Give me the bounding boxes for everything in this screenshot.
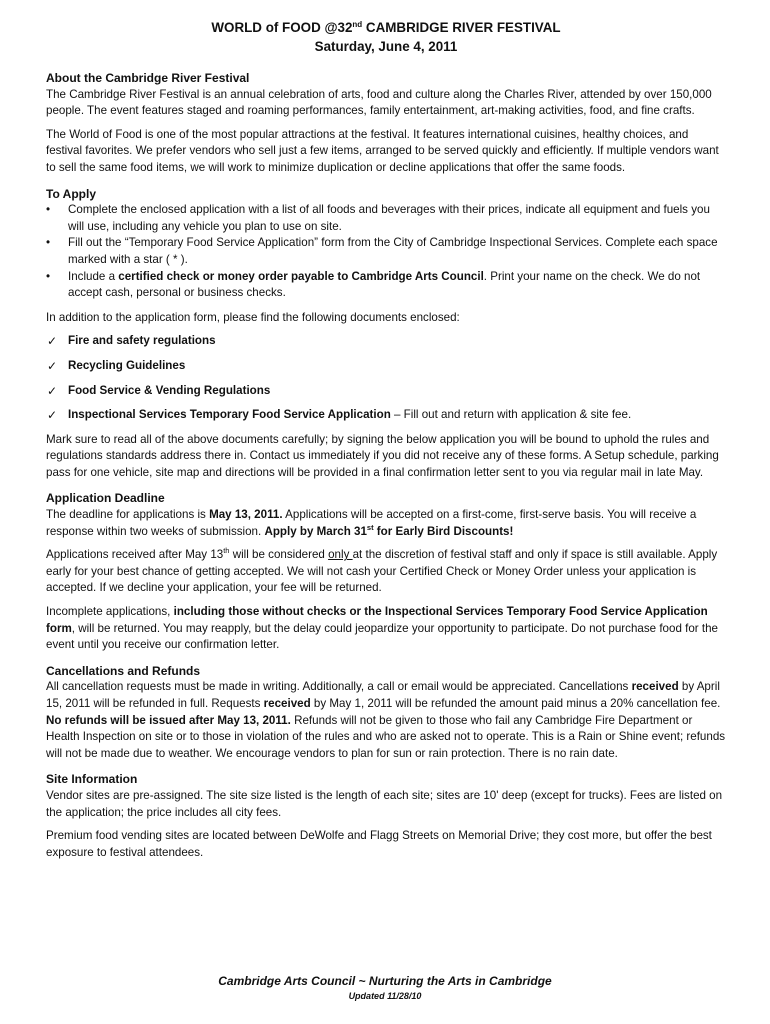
deadline-paragraph-1: The deadline for applications is May 13, 2011. Applications will be accepted on a first-come, first-serve basis. You will receive a response within two weeks of submission. Apply by March 31st for Early Bird Discounts! — [46, 508, 697, 538]
site-paragraph-2: Premium food vending sites are located between DeWolfe and Flagg Streets on Memorial Drive; they cost more, but offer the best exposure to festival attendees. — [46, 829, 712, 859]
list-item: ✓ Fire and safety regulations — [47, 334, 216, 349]
title-block — [46, 18, 726, 56]
enclosed-documents-list — [46, 333, 726, 423]
footer-tagline: Cambridge Arts Council ~ Nurturing the Arts in Cambridge — [218, 974, 552, 988]
list-item: ✓ Recycling Guidelines — [47, 358, 186, 373]
apply-steps-list — [46, 202, 726, 302]
list-item: ✓ Food Service & Vending Regulations — [47, 383, 271, 398]
page-title: WORLD of FOOD @32nd CAMBRIDGE RIVER FESTIVAL — [211, 20, 561, 35]
bullet-icon: • — [46, 269, 51, 283]
updated-date: Updated 11/28/10 — [348, 991, 422, 1001]
apply-section — [46, 186, 726, 482]
about-heading: About the Cambridge River Festival — [46, 71, 250, 85]
about-section — [46, 70, 726, 177]
cancellations-paragraph: All cancellation requests must be made in writing. Additionally, a call or email would be appreciated. Cancellations received by April 15, 2011 will be refunded in full. Requests received by May 1, 2011 will be refunded the amount paid minus a 20% cancellation fee. No refunds will be issued after May 13, 2011. Refunds will not be given to those who fail any Cambridge Fire Department or Health Inspection on site or to those in violation of the rules and who are asked not to operate. This is a Rain or Shine event; refunds will not be made due to weather. We encourage vendors to plan for sun or rain protection. There is no rain date. — [46, 680, 726, 760]
deadline-paragraph-3: Incomplete applications, including those without checks or the Inspectional Services Temporary Food Service Application form, will be returned. You may reapply, but the delay could jeopardize your opportunity to participate. Do not purchase food for the event until you receive our confirmation letter. — [46, 605, 718, 652]
bullet-icon: • — [46, 203, 51, 217]
site-paragraph-1: Vendor sites are pre-assigned. The site size listed is the length of each site; sites are 10' deep (except for trucks). Fees are listed on the application; the price includes all city fees. — [46, 788, 723, 819]
page-footer — [0, 973, 770, 1003]
list-item: • Fill out the “Temporary Food Service Application” form from the City of Cambridge Inspectional Services. Complete each space marked with a star ( * ). — [46, 236, 718, 266]
enclosed-intro: In addition to the application form, please find the following documents enclosed: — [46, 310, 460, 324]
list-item: ✓ Inspectional Services Temporary Food Service Application – Fill out and return with application & site fee. — [47, 408, 632, 423]
deadline-section — [46, 490, 726, 653]
bullet-icon: • — [46, 236, 51, 250]
site-section — [46, 771, 726, 861]
cancellations-section — [46, 663, 726, 763]
list-item: • Complete the enclosed application with a list of all foods and beverages with their prices, indicate all equipment and fuels you will use, including any vehicle you plan to use on site. — [46, 203, 710, 233]
event-date: Saturday, June 4, 2011 — [314, 39, 458, 54]
about-paragraph-1: The Cambridge River Festival is an annual celebration of arts, food and culture along the Charles River, attended by over 150,000 people. The event features staged and roaming performances, family entertainment, art-making activities, food, and fine crafts. — [46, 87, 712, 118]
checkmark-icon: ✓ — [47, 408, 58, 423]
checkmark-icon: ✓ — [47, 358, 58, 373]
cancellations-heading: Cancellations and Refunds — [46, 663, 201, 678]
about-paragraph-2: The World of Food is one of the most popular attractions at the festival. It features international cuisines, healthy choices, and festival favorites. We prefer vendors who sell just a few items, arranged to be served quickly and efficiently. If multiple vendors want to sell the same food items, we will work to minimize duplication or decline applications that offer the same foods. — [46, 127, 719, 174]
checkmark-icon: ✓ — [47, 334, 58, 349]
apply-heading: To Apply — [46, 186, 96, 201]
read-documents-paragraph: Mark sure to read all of the above documents carefully; by signing the below application you will be bound to uphold the rules and regulations standards address there in. Contact us immediately if you did not receive any of these forms. A Setup schedule, parking pass for one vehicle, site map and directions will be provided in a final confirmation letter sent to you via regular mail in late May. — [46, 432, 719, 479]
list-item: • Include a certified check or money order payable to Cambridge Arts Council. Print your name on the check. We do not accept cash, personal or business checks. — [46, 269, 701, 300]
deadline-paragraph-2: Applications received after May 13th will be considered only at the discretion of festival staff and only if space is still available. Apply early for your best chance of getting accepted. We will not cash your Certified Check or Money Order unless your application is accepted. If we decline your application, your fee will be returned. — [46, 546, 718, 595]
deadline-heading: Application Deadline — [46, 491, 165, 506]
site-heading: Site Information — [46, 772, 138, 787]
checkmark-icon: ✓ — [47, 383, 58, 398]
